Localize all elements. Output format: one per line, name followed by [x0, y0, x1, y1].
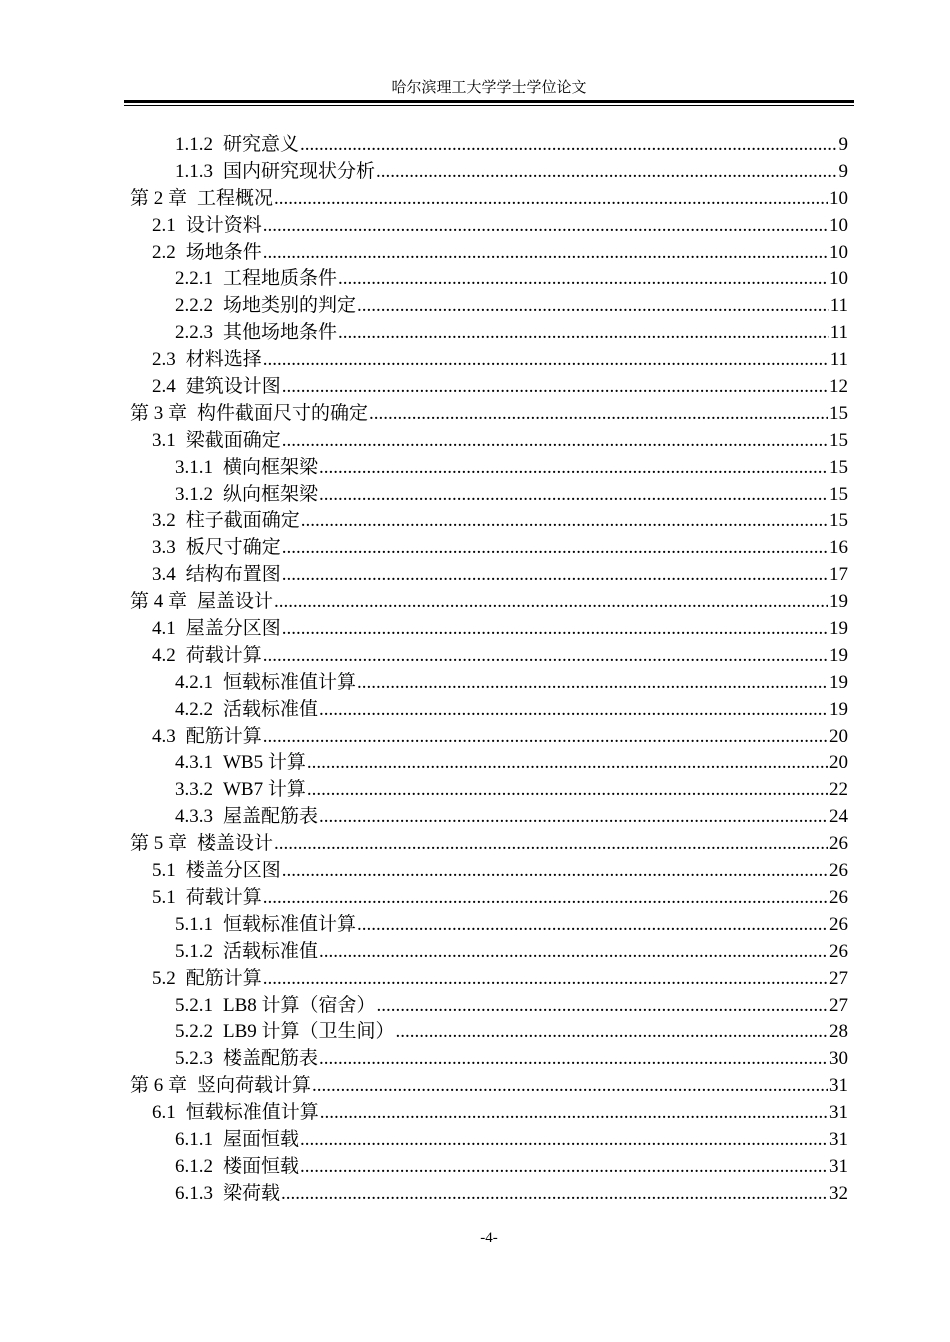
toc-entry[interactable]	[124, 1127, 848, 1154]
toc-entry-text	[175, 777, 306, 804]
toc-dot-leader	[274, 186, 828, 213]
toc-entry[interactable]	[124, 374, 848, 401]
toc-entry-text	[175, 939, 318, 966]
toc-dot-leader	[319, 804, 828, 831]
toc-entry-text	[175, 804, 318, 831]
toc-entry-number: 5.1.2	[175, 940, 213, 962]
toc-entry-title: 构件截面尺寸的确定	[197, 402, 369, 424]
toc-entry-number: 4.3	[152, 725, 176, 747]
toc-entry-text	[152, 240, 262, 267]
toc-entry[interactable]	[124, 724, 848, 751]
toc-dot-leader	[319, 1046, 828, 1073]
toc-entry-number: 1.1.3	[175, 160, 213, 182]
toc-entry-title: 梁荷载	[223, 1182, 281, 1204]
toc-entry-number: 6.1.3	[175, 1182, 213, 1204]
toc-dot-leader	[319, 455, 828, 482]
toc-entry-title: 荷载计算	[185, 644, 262, 666]
toc-dot-leader	[357, 912, 828, 939]
toc-entry-number: 2.1	[152, 214, 176, 236]
toc-entry-number: 3.2	[152, 510, 176, 532]
toc-dot-leader	[312, 1073, 828, 1100]
toc-entry-number: 5.1	[152, 886, 176, 908]
toc-entry[interactable]	[124, 186, 848, 213]
toc-dot-leader	[300, 1127, 828, 1154]
toc-entry-text	[152, 885, 262, 912]
toc-entry-text	[152, 616, 281, 643]
toc-entry-page: 26	[829, 913, 848, 935]
toc-entry-text	[152, 535, 281, 562]
toc-dot-leader	[319, 939, 828, 966]
toc-entry-page: 26	[829, 860, 848, 882]
toc-entry-title: 研究意义	[223, 134, 300, 155]
toc-entry-text	[152, 724, 262, 751]
toc-entry-page: 19	[829, 618, 848, 640]
toc-dot-leader	[274, 831, 828, 858]
toc-entry-page: 19	[829, 644, 848, 666]
toc-dot-leader	[300, 1154, 828, 1181]
toc-dot-leader	[282, 562, 828, 589]
toc-entry-page: 20	[829, 725, 848, 747]
toc-entry-page: 9	[838, 134, 848, 155]
toc-entry-page: 19	[829, 698, 848, 720]
toc-entry-title: WB5 计算	[223, 752, 306, 774]
toc-dot-leader	[263, 347, 829, 374]
toc-entry-text	[175, 320, 337, 347]
toc-entry-page: 22	[829, 779, 848, 801]
toc-entry-page: 10	[829, 241, 848, 263]
toc-entry-text	[175, 697, 318, 724]
toc-entry-text	[175, 993, 376, 1020]
toc-entry-number: 2.2.2	[175, 295, 213, 317]
toc-dot-leader	[263, 966, 828, 993]
toc-entry-page: 11	[829, 349, 848, 371]
toc-entry-text	[175, 1127, 299, 1154]
page-header-title: 哈尔滨理工大学学士学位论文	[391, 80, 587, 96]
toc-dot-leader	[377, 993, 828, 1020]
toc-entry-title: 屋面恒载	[223, 1128, 300, 1150]
toc-entry[interactable]	[124, 777, 848, 804]
toc-dot-leader	[369, 401, 828, 428]
toc-entry-title: 结构布置图	[185, 564, 281, 586]
toc-entry-number: 4.3.3	[175, 806, 213, 828]
toc-entry-title: 设计资料	[185, 214, 262, 236]
toc-entry-page: 15	[829, 456, 848, 478]
toc-entry-title: 材料选择	[185, 349, 262, 371]
toc-entry-title: 屋盖分区图	[185, 618, 281, 640]
toc-entry-number: 2.2	[152, 241, 176, 263]
toc-entry-text	[175, 670, 356, 697]
toc-entry-number: 5.2.2	[175, 1021, 213, 1043]
toc-entry-page: 19	[829, 671, 848, 693]
toc-entry-page: 10	[829, 214, 848, 236]
toc-entry-number: 3.3	[152, 537, 176, 559]
toc-entry-title: 荷载计算	[185, 886, 262, 908]
toc-dot-leader	[263, 643, 828, 670]
toc-entry-title: 配筋计算	[185, 725, 262, 747]
toc-entry[interactable]	[124, 804, 848, 831]
toc-entry-page: 31	[829, 1075, 848, 1097]
toc-entry-title: LB9 计算（卫生间）	[223, 1021, 395, 1043]
toc-entry[interactable]	[124, 401, 848, 428]
toc-entry-number: 第 3 章	[130, 402, 188, 424]
toc-entry[interactable]	[124, 1181, 848, 1208]
toc-entry-page: 10	[829, 187, 848, 209]
toc-entry-text	[175, 132, 299, 159]
toc-entry-title: 恒载标准值计算	[223, 913, 357, 935]
toc-entry-title: 梁截面确定	[185, 429, 281, 451]
toc-entry-number: 4.2.1	[175, 671, 213, 693]
toc-dot-leader	[281, 1181, 828, 1208]
toc-entry-number: 第 5 章	[130, 833, 188, 855]
toc-entry-text	[152, 1100, 319, 1127]
toc-entry-page: 31	[829, 1128, 848, 1150]
toc-entry-number: 2.2.3	[175, 322, 213, 344]
toc-entry[interactable]	[124, 670, 848, 697]
toc-entry-page: 10	[829, 268, 848, 290]
toc-entry-number: 3.4	[152, 564, 176, 586]
toc-entry-page: 11	[829, 322, 848, 344]
toc-entry-number: 2.2.1	[175, 268, 213, 290]
toc-dot-leader	[263, 885, 828, 912]
toc-entry-title: 楼盖分区图	[185, 860, 281, 882]
toc-entry[interactable]	[124, 643, 848, 670]
toc-entry-title: 工程概况	[197, 187, 274, 209]
toc-entry-title: 建筑设计图	[185, 376, 281, 398]
page-number: -4-	[480, 1230, 498, 1246]
toc-entry-text	[175, 159, 375, 186]
toc-entry-title: 纵向框架梁	[223, 483, 319, 505]
toc-entry-text	[175, 1181, 280, 1208]
toc-entry[interactable]	[124, 993, 848, 1020]
toc-entry-text	[130, 831, 273, 858]
toc-entry-number: 第 2 章	[130, 187, 188, 209]
toc-dot-leader	[300, 132, 837, 159]
toc-entry-number: 3.1.2	[175, 483, 213, 505]
toc-entry-title: 活载标准值	[223, 698, 319, 720]
toc-dot-leader	[376, 159, 837, 186]
toc-entry-number: 1.1.2	[175, 134, 213, 155]
toc-entry-page: 32	[829, 1182, 848, 1204]
toc-entry-text	[152, 374, 281, 401]
toc-dot-leader	[301, 508, 828, 535]
toc-dot-leader	[357, 293, 829, 320]
toc-entry-page: 28	[829, 1021, 848, 1043]
toc-entry[interactable]	[124, 562, 848, 589]
toc-entry-text	[175, 1019, 395, 1046]
toc-entry-page: 15	[829, 510, 848, 532]
toc-entry[interactable]	[124, 697, 848, 724]
toc-entry[interactable]	[124, 159, 848, 186]
toc-entry-page: 15	[829, 483, 848, 505]
toc-entry-title: 其他场地条件	[223, 322, 338, 344]
toc-entry-title: 工程地质条件	[223, 268, 338, 290]
toc-entry[interactable]	[124, 912, 848, 939]
toc-entry-number: 3.1	[152, 429, 176, 451]
toc-entry-page: 26	[829, 886, 848, 908]
toc-entry-title: 活载标准值	[223, 940, 319, 962]
toc-entry-number: 6.1	[152, 1102, 176, 1124]
toc-entry-text	[175, 266, 337, 293]
toc-entry[interactable]	[124, 885, 848, 912]
header-rule-thick	[124, 100, 854, 103]
toc-entry-number: 第 6 章	[130, 1075, 188, 1097]
toc-entry-page: 9	[838, 160, 848, 182]
toc-entry-page: 15	[829, 429, 848, 451]
toc-entry-number: 3.1.1	[175, 456, 213, 478]
toc-dot-leader	[282, 428, 828, 455]
toc-entry-title: 恒载标准值计算	[223, 671, 357, 693]
toc-entry-page: 31	[829, 1155, 848, 1177]
toc-entry[interactable]	[124, 320, 848, 347]
toc-dot-leader	[319, 697, 828, 724]
toc-entry-text	[130, 1073, 311, 1100]
toc-entry[interactable]	[124, 831, 848, 858]
toc-entry-page: 31	[829, 1102, 848, 1124]
toc-dot-leader	[282, 858, 828, 885]
toc-entry[interactable]	[124, 1019, 848, 1046]
toc-entry[interactable]	[124, 535, 848, 562]
toc-entry-text	[175, 482, 318, 509]
toc-entry-text	[152, 643, 262, 670]
toc-entry-number: 6.1.2	[175, 1155, 213, 1177]
toc-entry-title: 横向框架梁	[223, 456, 319, 478]
toc-entry-title: 楼盖配筋表	[223, 1048, 319, 1070]
toc-entry-text	[175, 912, 356, 939]
toc-entry-title: 楼面恒载	[223, 1155, 300, 1177]
toc-entry-text	[152, 508, 300, 535]
toc-entry-text	[175, 750, 306, 777]
toc-entry-title: WB7 计算	[223, 779, 306, 801]
toc-entry-text	[175, 1154, 299, 1181]
toc-dot-leader	[263, 213, 828, 240]
toc-entry-number: 4.3.1	[175, 752, 213, 774]
toc-dot-leader	[282, 535, 828, 562]
header-rule-thin	[124, 105, 854, 106]
toc-entry-page: 15	[829, 402, 848, 424]
toc-dot-leader	[338, 320, 829, 347]
toc-entry-title: 国内研究现状分析	[223, 160, 376, 182]
toc-entry-number: 3.3.2	[175, 779, 213, 801]
toc-entry[interactable]	[124, 750, 848, 777]
toc-entry-text	[152, 966, 262, 993]
toc-entry-number: 5.2.1	[175, 994, 213, 1016]
toc-entry-title: 柱子截面确定	[185, 510, 300, 532]
toc-entry-page: 17	[829, 564, 848, 586]
toc-entry-page: 20	[829, 752, 848, 774]
toc-entry[interactable]	[124, 455, 848, 482]
toc-entry[interactable]	[124, 482, 848, 509]
toc-entry-title: 楼盖设计	[197, 833, 274, 855]
toc-dot-leader	[282, 374, 828, 401]
toc-entry-number: 2.4	[152, 376, 176, 398]
toc-entry[interactable]	[124, 1154, 848, 1181]
toc-entry-number: 2.3	[152, 349, 176, 371]
toc-entry-title: 屋盖配筋表	[223, 806, 319, 828]
toc-entry[interactable]	[124, 966, 848, 993]
toc-entry-title: 场地条件	[185, 241, 262, 263]
toc-entry-number: 4.2.2	[175, 698, 213, 720]
toc-entry-number: 5.1.1	[175, 913, 213, 935]
toc-entry-page: 16	[829, 537, 848, 559]
toc-entry[interactable]	[124, 508, 848, 535]
toc-entry-text	[130, 589, 273, 616]
toc-entry-text	[175, 293, 356, 320]
toc-entry[interactable]	[124, 266, 848, 293]
toc-dot-leader	[320, 1100, 828, 1127]
toc-entry-number: 第 4 章	[130, 591, 188, 613]
toc-entry[interactable]	[124, 616, 848, 643]
toc-entry[interactable]	[124, 1100, 848, 1127]
toc-entry-number: 4.2	[152, 644, 176, 666]
toc-dot-leader	[274, 589, 828, 616]
toc-entry-page: 12	[829, 376, 848, 398]
toc-dot-leader	[319, 482, 828, 509]
toc-entry-number: 5.2.3	[175, 1048, 213, 1070]
toc-entry-number: 5.2	[152, 967, 176, 989]
table-of-contents	[124, 132, 848, 1208]
toc-entry-text	[152, 213, 262, 240]
toc-entry-text	[152, 428, 281, 455]
toc-entry-page: 27	[829, 994, 848, 1016]
toc-entry-title: 场地类别的判定	[223, 295, 357, 317]
toc-entry-text	[152, 347, 262, 374]
toc-dot-leader	[263, 724, 828, 751]
toc-entry[interactable]	[124, 1046, 848, 1073]
toc-entry-text	[130, 186, 273, 213]
toc-entry[interactable]	[124, 347, 848, 374]
toc-entry[interactable]	[124, 240, 848, 267]
toc-entry-title: 恒载标准值计算	[185, 1102, 319, 1124]
toc-dot-leader	[307, 750, 828, 777]
toc-dot-leader	[282, 616, 828, 643]
toc-entry[interactable]	[124, 589, 848, 616]
toc-dot-leader	[263, 240, 828, 267]
toc-entry-text	[175, 1046, 318, 1073]
toc-entry-page: 30	[829, 1048, 848, 1070]
toc-entry-title: 竖向荷载计算	[197, 1075, 312, 1097]
toc-dot-leader	[396, 1019, 828, 1046]
toc-entry-text	[130, 401, 368, 428]
toc-entry-number: 5.1	[152, 860, 176, 882]
toc-entry-page: 26	[829, 833, 848, 855]
toc-entry[interactable]	[124, 213, 848, 240]
toc-entry-number: 6.1.1	[175, 1128, 213, 1150]
toc-entry-title: 屋盖设计	[197, 591, 274, 613]
toc-dot-leader	[307, 777, 828, 804]
toc-entry[interactable]	[124, 132, 848, 159]
toc-entry-page: 24	[829, 806, 848, 828]
toc-entry-page: 27	[829, 967, 848, 989]
toc-entry-text	[152, 562, 281, 589]
toc-entry[interactable]	[124, 293, 848, 320]
toc-entry[interactable]	[124, 939, 848, 966]
toc-entry-page: 19	[829, 591, 848, 613]
toc-entry-title: 配筋计算	[185, 967, 262, 989]
toc-entry-text	[175, 455, 318, 482]
toc-entry-number: 4.1	[152, 618, 176, 640]
toc-entry-title: 板尺寸确定	[185, 537, 281, 559]
toc-entry[interactable]	[124, 858, 848, 885]
toc-entry-title: LB8 计算（宿舍）	[223, 994, 376, 1016]
toc-entry[interactable]	[124, 1073, 848, 1100]
toc-dot-leader	[357, 670, 828, 697]
toc-entry-page: 26	[829, 940, 848, 962]
toc-dot-leader	[338, 266, 828, 293]
toc-entry[interactable]	[124, 428, 848, 455]
toc-entry-page: 11	[829, 295, 848, 317]
toc-entry-text	[152, 858, 281, 885]
